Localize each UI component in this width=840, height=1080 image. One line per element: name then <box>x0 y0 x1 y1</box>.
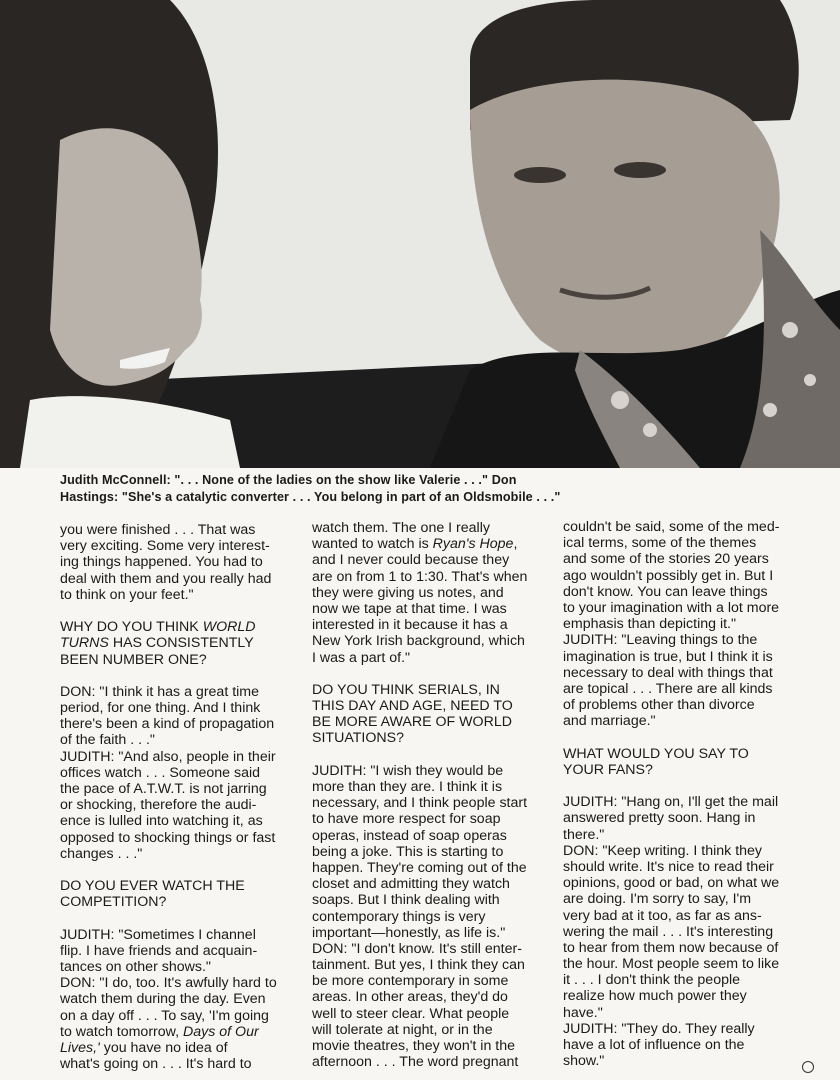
text-line: the hour. Most people seem to like <box>563 956 780 973</box>
text-line: answered pretty soon. Hang in <box>563 810 756 827</box>
text-line: JUDITH: "Hang on, I'll get the mail <box>563 794 779 811</box>
text-line: on a day off . . . To say, 'I'm going <box>60 1007 269 1024</box>
question-heading: BE MORE AWARE OF WORLD <box>312 714 512 731</box>
text-line: they were giving us notes, and <box>312 584 504 601</box>
photo-man-eye-left <box>514 167 566 183</box>
text-line: tainment. But yes, I think they can <box>312 957 525 974</box>
text-line: flip. I have friends and acquain- <box>60 942 258 959</box>
text-span: to watch tomorrow, <box>60 1023 184 1040</box>
text-line: changes . . ." <box>60 845 143 862</box>
text-line: movie theatres, they won't in the <box>312 1038 516 1054</box>
text-line: it . . . I don't think the people <box>563 972 741 989</box>
text-line: DON: "Keep writing. I think they <box>563 842 763 859</box>
caption-line: Judith McConnell: ". . . None of the ladies on the show like Valerie . . ." Don <box>60 473 517 487</box>
question-heading: SITUATIONS? <box>312 730 404 747</box>
text-line: more than they are. I think it is <box>312 779 503 795</box>
text-line: New York Irish background, which <box>312 633 525 650</box>
question-heading: THIS DAY AND AGE, NEED TO <box>312 698 513 715</box>
article-column-3 <box>563 519 813 1069</box>
text-line: soaps. But I think dealing with <box>312 892 500 909</box>
text-line: wering the mail . . . It's interesting <box>563 923 774 940</box>
question-text: HAS CONSISTENTLY <box>108 635 254 652</box>
text-line: ical terms, some of the themes <box>563 535 757 552</box>
show-title: WORLD <box>202 619 256 636</box>
text-line: JUDITH: "Leaving things to the <box>563 632 758 649</box>
text-line: and I never could because they <box>312 552 510 569</box>
text-line: tances on other shows." <box>60 959 211 976</box>
text-line: you were finished . . . That was <box>60 522 256 538</box>
question-heading <box>60 619 310 635</box>
text-line: closet and admitting they watch <box>312 876 510 893</box>
photo-man-eye-right <box>614 162 666 178</box>
text-line: contemporary things is very <box>312 908 486 925</box>
text-line: and marriage." <box>563 713 656 730</box>
text-line: don't know. You can leave things <box>563 583 768 600</box>
text-line: watch them during the day. Even <box>60 991 266 1008</box>
text-line: will tolerate at night, or in the <box>312 1021 493 1038</box>
text-line: there." <box>563 826 605 843</box>
text-line: of problems other than divorce <box>563 697 755 714</box>
text-line: ing things happened. You had to <box>60 554 263 571</box>
text-line: JUDITH: "They do. They really <box>563 1020 755 1037</box>
text-line: deal with them and you really had <box>60 570 272 587</box>
text-line: have a lot of influence on the <box>563 1037 745 1053</box>
text-line: should write. It's nice to read their <box>563 858 774 875</box>
text-line: period, for one thing. And I think <box>60 700 261 717</box>
text-line: couldn't be said, some of the med- <box>563 519 780 535</box>
text-line: have." <box>563 1004 603 1021</box>
show-title: Days of Our <box>183 1023 259 1040</box>
photo-pattern-dot <box>804 374 816 386</box>
photo-judith-and-don <box>0 0 840 468</box>
text-line: ence is lulled into watching it, as <box>60 813 263 830</box>
text-line: important—honestly, as life is." <box>312 924 506 941</box>
text-line: to have more respect for soap <box>312 811 501 828</box>
text-line: very bad at it too, as far as ans- <box>563 907 762 924</box>
photo-pattern-dot <box>611 391 629 409</box>
text-line: to hear from them now because of <box>563 939 779 956</box>
text-line: realize how much power they <box>563 988 747 1005</box>
show-title: TURNS <box>60 635 109 652</box>
photo-illustration <box>0 0 840 468</box>
text-line <box>312 536 562 552</box>
text-line: areas. In other areas, they'd do <box>312 989 508 1006</box>
question-heading: COMPETITION? <box>60 894 167 911</box>
text-line: JUDITH: "Sometimes I channel <box>60 926 256 943</box>
question-heading: BEEN NUMBER ONE? <box>60 651 207 668</box>
text-line: necessary to deal with things that <box>563 664 773 681</box>
text-line <box>60 1040 310 1056</box>
text-line: well to steer clear. What people <box>312 1005 510 1022</box>
text-line: be more contemporary in some <box>312 973 509 990</box>
photo-pattern-dot <box>643 423 657 437</box>
text-line: ago wouldn't possibly get in. But I <box>563 567 774 584</box>
photo-pattern-dot <box>782 322 798 338</box>
question-heading: YOUR FANS? <box>563 761 653 778</box>
text-line: JUDITH: "I wish they would be <box>312 762 504 779</box>
text-line: what's going on . . . It's hard to <box>60 1056 252 1073</box>
text-line: very exciting. Some very interest- <box>60 538 270 555</box>
show-title: Ryan's Hope <box>432 536 514 553</box>
text-span: you have no idea of <box>99 1040 228 1056</box>
text-line: or shocking, therefore the audi- <box>60 797 257 814</box>
text-line: operas, instead of soap operas <box>312 827 507 844</box>
text-line: imagination is true, but I think it is <box>563 648 773 665</box>
text-line: are topical . . . There are all kinds <box>563 680 773 697</box>
text-line: offices watch . . . Someone said <box>60 764 261 781</box>
text-line: I was a part of." <box>312 649 411 666</box>
text-line: DON: "I don't know. It's still enter- <box>312 940 522 957</box>
text-line: being a joke. This is starting to <box>312 843 504 860</box>
question-heading: DO YOU THINK SERIALS, IN <box>312 681 500 698</box>
text-line: DON: "I think it has a great time <box>60 683 260 700</box>
text-line: to think on your feet." <box>60 586 194 603</box>
text-span: wanted to watch is <box>312 536 433 553</box>
photo-pattern-dot <box>763 403 777 417</box>
show-title: Lives,' <box>60 1040 100 1056</box>
end-mark-icon <box>802 1061 814 1073</box>
text-line: happen. They're coming out of the <box>312 859 527 876</box>
question-heading: WHAT WOULD YOU SAY TO <box>563 745 749 762</box>
text-line: are on from 1 to 1:30. That's when <box>312 568 528 585</box>
question-heading <box>60 635 310 651</box>
text-line: of the faith . . ." <box>60 732 155 749</box>
article-column-2 <box>312 520 562 1070</box>
text-line: necessary, and I think people start <box>312 795 528 812</box>
text-line: to your imagination with a lot more <box>563 599 780 616</box>
text-line: show." <box>563 1053 605 1070</box>
article-column-1 <box>60 522 310 1072</box>
text-span: , <box>513 536 518 553</box>
caption-line: Hastings: "She's a catalytic converter . . . You belong in part of an Oldsmobile . . ." <box>60 489 561 504</box>
text-line: watch them. The one I really <box>312 520 490 536</box>
text-line: and some of the stories 20 years <box>563 551 769 568</box>
question-text: WHY DO YOU THINK <box>60 619 203 636</box>
text-line: DON: "I do, too. It's awfully hard to <box>60 975 277 992</box>
text-line: interested in it because it has a <box>312 617 508 634</box>
photo-caption <box>60 472 820 505</box>
text-line: are doing. I'm sorry to say, I'm <box>563 891 752 908</box>
text-line: the pace of A.T.W.T. is not jarring <box>60 781 267 797</box>
text-line: JUDITH: "And also, people in their <box>60 748 276 765</box>
question-heading: DO YOU EVER WATCH THE <box>60 878 245 895</box>
text-line: afternoon . . . The word pregnant <box>312 1054 519 1071</box>
text-line: there's been a kind of propagation <box>60 716 275 733</box>
text-line: opposed to shocking things or fast <box>60 829 276 846</box>
text-line: opinions, good or bad, on what we <box>563 875 780 892</box>
text-line <box>60 1024 310 1040</box>
text-line: emphasis than depicting it." <box>563 616 737 633</box>
text-line: now we tape at that time. I was <box>312 600 507 617</box>
